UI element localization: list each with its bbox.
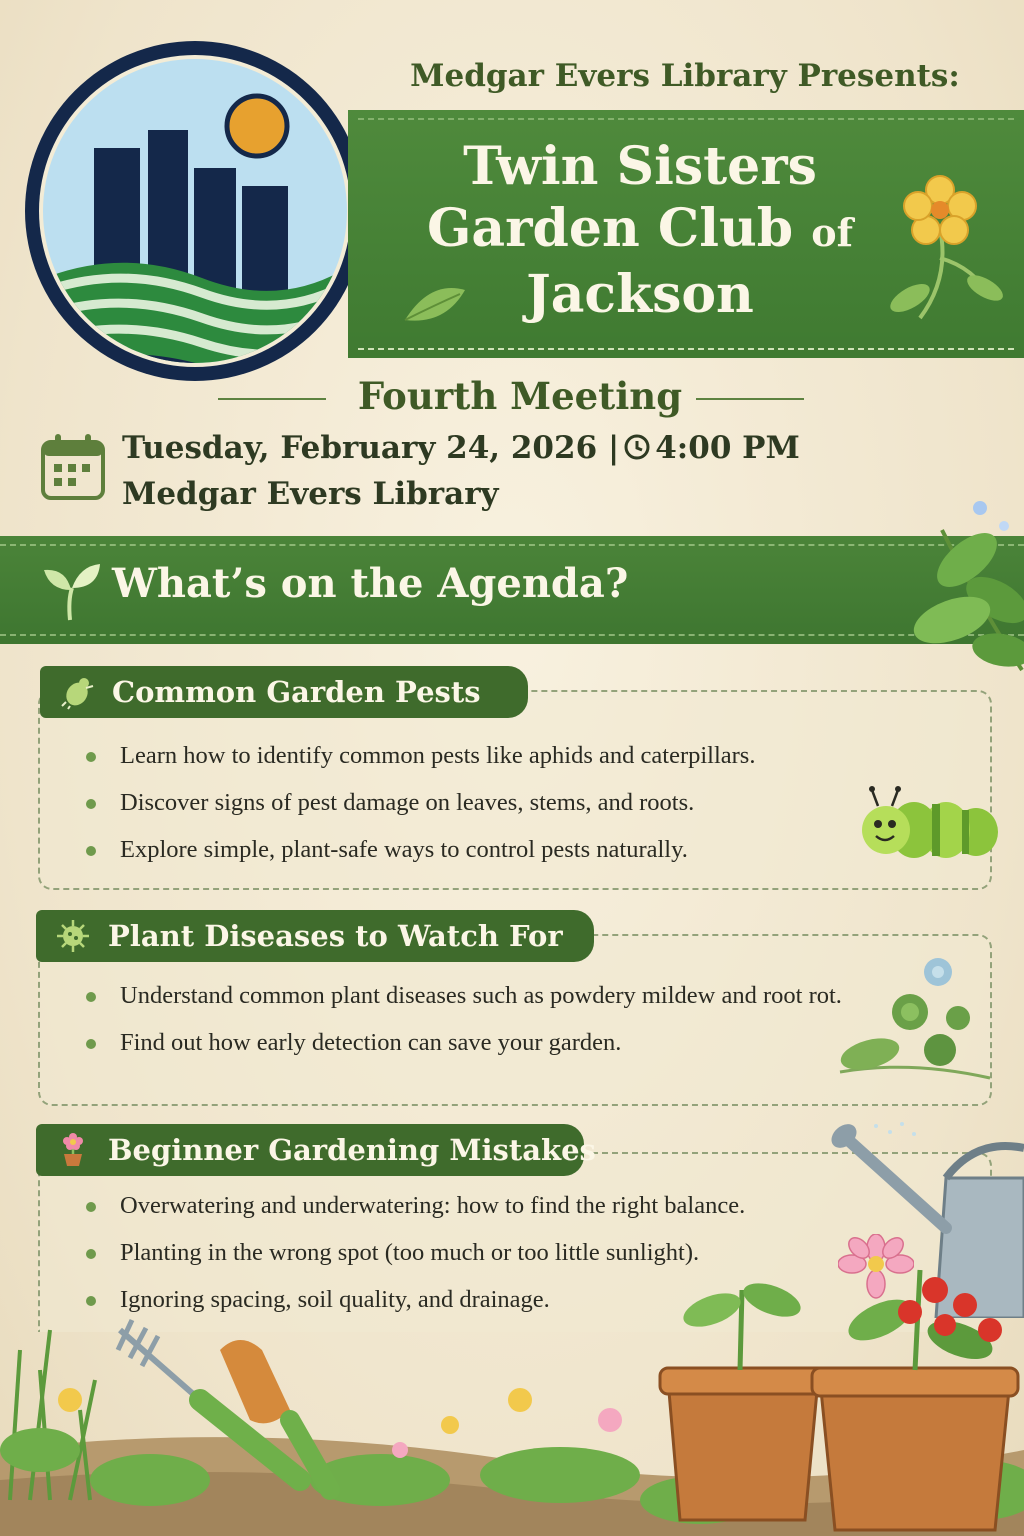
list-item: Overwatering and underwatering: how to find the right balance. <box>82 1190 872 1221</box>
flower-vine-icon <box>880 168 1010 338</box>
presenter-line: Medgar Evers Library Presents: <box>410 58 960 94</box>
date-time-line <box>122 430 800 466</box>
meeting-rule-right <box>696 398 804 400</box>
calendar-icon <box>40 432 106 502</box>
leaf-icon <box>400 280 470 330</box>
title-of: of <box>811 210 853 255</box>
section-pests-title: Common Garden Pests <box>112 675 481 709</box>
list-item: Ignoring spacing, soil quality, and drainage. <box>82 1284 872 1315</box>
title-line-2-wrap <box>380 198 900 264</box>
meeting-date: Tuesday, February 24, 2026 <box>122 430 598 466</box>
list-item: Discover signs of pest damage on leaves, stems, and roots. <box>82 787 882 818</box>
germs-leaf-icon <box>830 950 1010 1090</box>
title-line-3: Jackson <box>526 264 754 325</box>
meeting-time: 4:00 PM <box>655 430 800 466</box>
section-pests-tab <box>40 666 528 718</box>
list-item: Understand common plant diseases such as powdery mildew and root rot. <box>82 980 852 1011</box>
meeting-venue: Medgar Evers Library <box>122 476 499 512</box>
section-diseases-list <box>82 980 852 1074</box>
section-pests-list <box>82 740 882 881</box>
list-item: Planting in the wrong spot (too much or too little sunlight). <box>82 1237 872 1268</box>
list-item: Find out how early detection can save your garden. <box>82 1027 852 1058</box>
list-item: Explore simple, plant-safe ways to control pests naturally. <box>82 834 882 865</box>
pink-flower-icon <box>838 1234 914 1304</box>
title-line-2: Garden Club <box>427 198 794 259</box>
agenda-title: What’s on the Agenda? <box>112 560 629 607</box>
leafy-plant-icon <box>872 490 1024 680</box>
clock-icon <box>623 433 651 461</box>
list-item: Learn how to identify common pests like aphids and caterpillars. <box>82 740 882 771</box>
caterpillar-icon <box>856 780 1006 870</box>
library-logo <box>22 38 368 384</box>
germ-icon <box>54 918 92 954</box>
bug-icon <box>58 674 96 710</box>
sprout-icon <box>40 560 102 622</box>
section-diseases-tab <box>36 910 594 962</box>
date-time-separator: | <box>607 430 620 466</box>
section-mistakes-tab <box>36 1124 596 1176</box>
meeting-label: Fourth Meeting <box>357 374 683 418</box>
section-diseases-title: Plant Diseases to Watch For <box>108 919 563 953</box>
title-line-1: Twin Sisters <box>463 136 817 197</box>
section-mistakes-title: Beginner Gardening Mistakes <box>108 1133 596 1167</box>
potted-flower-icon <box>54 1132 92 1168</box>
